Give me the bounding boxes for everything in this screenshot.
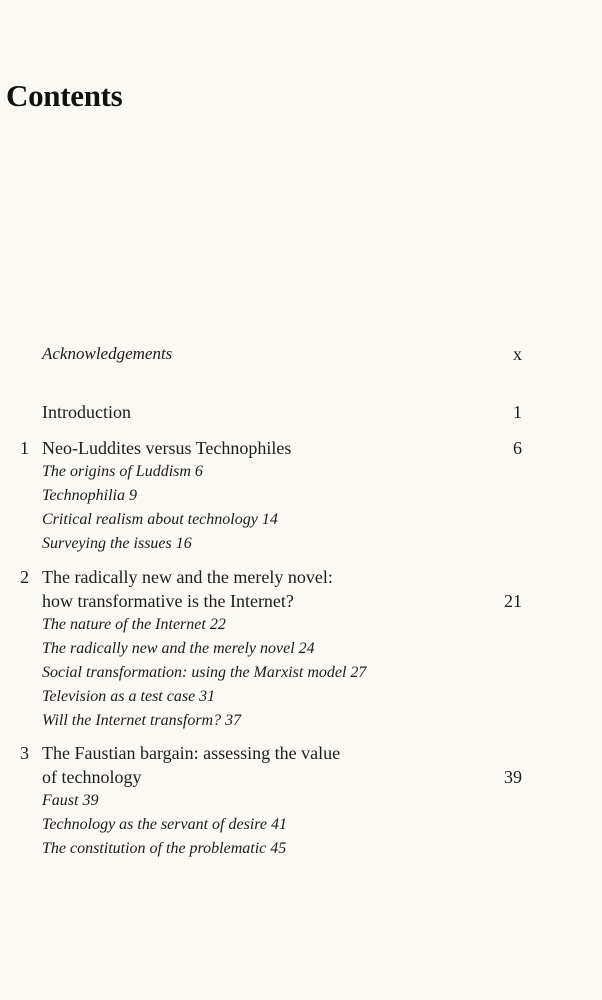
chapter-title: Neo-Luddites versus Technophiles [42,438,292,458]
section-entry: Technology as the servant of desire 41 [42,816,288,833]
toc-entry-title: Introduction [42,402,131,422]
section-entry: The radically new and the merely novel 24 [42,640,315,657]
chapter-number: 3 [20,743,29,763]
chapter-page: 39 [504,767,522,787]
section-entry: Faust 39 [42,792,99,809]
chapter-number: 2 [20,567,29,587]
chapter-page: 6 [513,438,522,458]
toc-entry-title: Acknowledgements [42,344,173,363]
section-entry: Will the Internet transform? 37 [42,712,242,729]
section-entry: The origins of Luddism 6 [42,463,203,480]
section-entry: Television as a test case 31 [42,688,216,705]
chapter-title: The radically new and the merely novel: [42,567,333,587]
section-entry: Critical realism about technology 14 [42,511,278,528]
chapter-title-continued: of technology [42,767,142,787]
page-title: Contents [6,78,123,113]
section-entry: The constitution of the problematic 45 [42,840,287,857]
section-entry: Technophilia 9 [42,487,137,504]
toc-entry-page: x [513,344,522,364]
section-entry: Social transformation: using the Marxist model 27 [42,664,367,681]
section-entry: The nature of the Internet 22 [42,616,226,633]
chapter-title-continued: how transformative is the Internet? [42,591,294,611]
chapter-page: 21 [504,591,522,611]
chapter-title: The Faustian bargain: assessing the value [42,743,341,763]
toc-entry-page: 1 [513,402,522,422]
chapter-number: 1 [20,438,29,458]
section-entry: Surveying the issues 16 [42,535,192,552]
